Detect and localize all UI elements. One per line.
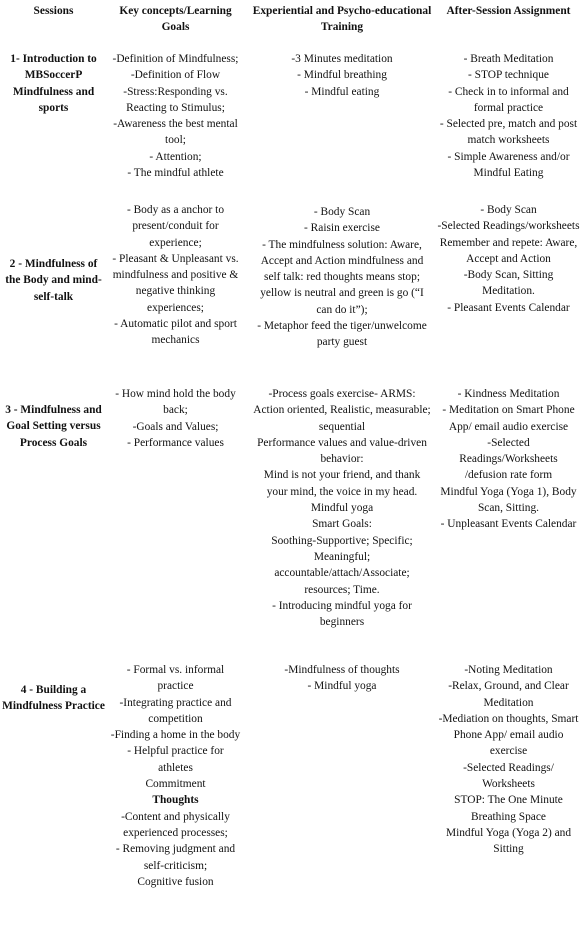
list-item: - Meditation on Smart Phone App/ email audio exercise xyxy=(442,404,575,433)
list-item: - Kindness Meditation xyxy=(457,388,560,400)
list-item: - The mindfulness solution: Aware, Accept and Action mindfulness and self talk: red thoughts means stop; yellow is neutral and green is go (“I can do it”); xyxy=(260,238,424,316)
list-item: Cognitive fusion xyxy=(137,875,214,888)
list-item: - Body Scan xyxy=(480,204,537,216)
list-item: -Integrating practice and competition xyxy=(119,696,232,725)
list-item: - Unpleasant Events Calendar xyxy=(440,518,577,531)
concepts-cell xyxy=(107,51,244,181)
session-cell: 4 - Building a Mindfulness Practice xyxy=(2,684,105,713)
list-item: -Noting Meditation xyxy=(464,664,553,676)
training-cell xyxy=(244,51,437,181)
list-item: Soothing-Supportive; Specific; Meaningful; accountable/attach/Associate; resources; Time. xyxy=(271,534,413,596)
list-item: -Finding a home in the body xyxy=(110,729,241,742)
list-item: - Formal vs. informal practice xyxy=(126,664,225,693)
concepts-cell xyxy=(107,662,244,890)
header-experiential-training: Experiential and Psycho-educational Training xyxy=(252,5,432,34)
assignment-cell xyxy=(437,662,583,890)
list-item: -Mindfulness of thoughts xyxy=(284,664,400,676)
list-item: -Selected Readings/worksheets xyxy=(437,220,580,233)
training-cell xyxy=(244,662,437,890)
list-item: - Pleasant Events Calendar xyxy=(447,301,570,314)
list-item: - Introducing mindful yoga for beginners xyxy=(272,599,412,629)
list-item: - Attention; xyxy=(149,150,202,163)
list-item: - Breath Meditation xyxy=(463,53,554,65)
list-item: - Helpful practice for athletes xyxy=(127,745,224,774)
list-item: - Check in to informal and formal practice xyxy=(448,85,569,114)
table-row xyxy=(0,51,583,181)
list-item: - Removing judgment and self-criticism; xyxy=(115,843,236,872)
list-item: -Definition of Flow xyxy=(130,69,221,82)
list-item: Mindful Yoga (Yoga 1), Body Scan, Sitting. xyxy=(440,485,577,515)
table-row xyxy=(0,662,583,890)
list-item: -Goals and Values; xyxy=(132,420,219,433)
table-row xyxy=(0,202,583,351)
list-item: Smart Goals: xyxy=(312,518,372,531)
list-item: Remember and repete: Aware, Accept and Action xyxy=(439,236,578,265)
list-item: -Stress:Responding vs. Reacting to Stimulus; xyxy=(123,85,228,114)
list-item: -Selected Readings/Worksheets /defusion rate form xyxy=(459,436,558,482)
list-item: - Automatic pilot and sport mechanics xyxy=(114,318,237,347)
list-item: - How mind hold the body back; xyxy=(115,388,236,417)
list-item: -Awareness the best mental tool; xyxy=(113,118,238,147)
list-item: Mindful Yoga (Yoga 2) and Sitting xyxy=(445,826,572,856)
list-item: - Pleasant & Unpleasant vs. mindfulness and positive & negative thinking experiences; xyxy=(112,252,239,314)
assignment-cell xyxy=(437,202,583,351)
list-item: -3 Minutes meditation xyxy=(291,53,393,65)
list-item: - Mindful breathing xyxy=(297,69,387,82)
list-item: - STOP technique xyxy=(468,69,549,82)
list-item: -Content and physically experienced processes; xyxy=(121,810,230,839)
concepts-cell xyxy=(107,386,244,630)
list-item: Mind is not your friend, and thank your mind, the voice in my head. xyxy=(263,469,421,498)
table-row xyxy=(0,386,583,630)
list-item: - Body Scan xyxy=(313,206,371,218)
list-item: -Mediation on thoughts, Smart Phone App/ email audio exercise xyxy=(438,712,579,758)
header-sessions: Sessions xyxy=(33,5,74,17)
assignment-cell xyxy=(437,51,583,181)
list-item: -Process goals exercise- ARMS: Action oriented, Realistic, measurable; sequential xyxy=(253,388,431,433)
list-item: STOP: The One Minute Breathing Space xyxy=(454,794,563,823)
list-item: - Mindful eating xyxy=(304,85,380,98)
table-header-row xyxy=(0,3,583,36)
list-item: - Simple Awareness and/or Mindful Eating xyxy=(447,150,570,180)
training-cell xyxy=(244,202,437,351)
list-item: Thoughts xyxy=(152,794,199,807)
list-item: -Body Scan, Sitting Meditation. xyxy=(463,269,554,298)
list-item: Mindful yoga xyxy=(310,502,374,515)
list-item: - Metaphor feed the tiger/unwelcome party guest xyxy=(257,320,427,349)
list-item: - Raisin exercise xyxy=(304,222,380,235)
list-item: -Selected Readings/ Worksheets xyxy=(463,761,554,791)
concepts-cell xyxy=(107,202,244,351)
list-item: Performance values and value-driven behavior: xyxy=(257,436,427,466)
session-cell: 2 - Mindfulness of the Body and mind- self-talk xyxy=(5,258,102,303)
session-cell: 1- Introduction to MBSoccerP Mindfulness and sports xyxy=(10,53,97,114)
list-item: - The mindful athlete xyxy=(127,167,224,180)
training-cell xyxy=(244,386,437,630)
list-item: -Relax, Ground, and Clear Meditation xyxy=(448,680,569,709)
session-cell: 3 - Mindfulness and Goal Setting versus Process Goals xyxy=(5,404,102,449)
list-item: - Body as a anchor to present/conduit for experience; xyxy=(126,204,225,249)
list-item: - Performance values xyxy=(127,436,224,449)
list-item: - Mindful yoga xyxy=(307,680,377,693)
header-after-session-assignment: After-Session Assignment xyxy=(446,5,571,17)
assignment-cell xyxy=(437,386,583,630)
header-key-concepts: Key concepts/Learning Goals xyxy=(119,5,232,34)
list-item: -Definition of Mindfulness; xyxy=(112,53,239,65)
list-item: - Selected pre, match and post match worksheets xyxy=(439,118,578,147)
list-item: Commitment xyxy=(145,778,206,791)
